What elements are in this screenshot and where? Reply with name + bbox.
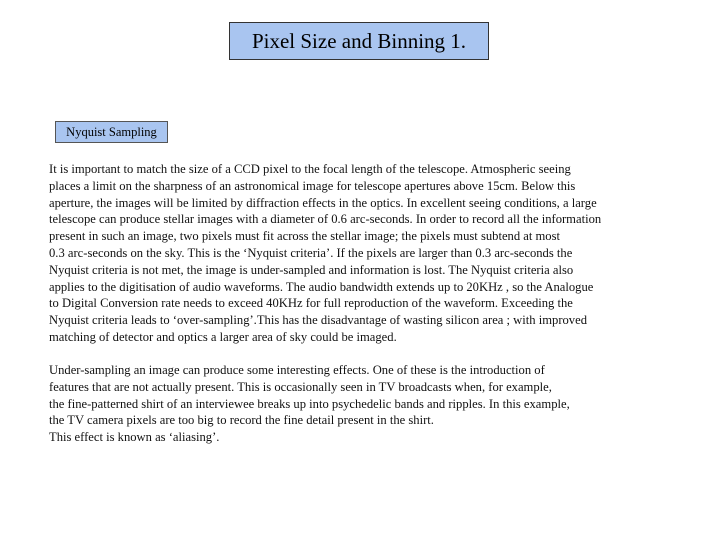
paragraph-line: Nyquist criteria is not met, the image is under-sampled and information is lost. The Nyquist criteria also xyxy=(49,262,574,277)
paragraph-line: the TV camera pixels are too big to record the fine detail present in the shirt. xyxy=(49,413,434,428)
paragraph-nyquist xyxy=(49,161,689,346)
paragraph-line: matching of detector and optics a larger area of sky could be imaged. xyxy=(49,329,397,344)
paragraph-line: applies to the digitisation of audio waveforms. The audio bandwidth extends up to 20KHz , so the Analogue xyxy=(49,279,594,294)
section-label-box xyxy=(55,121,168,143)
paragraph-line: 0.3 arc-seconds on the sky. This is the ‘Nyquist criteria’. If the pixels are larger than 0.3 arc-seconds the xyxy=(49,245,573,260)
paragraph-line: This effect is known as ‘aliasing’. xyxy=(49,430,220,445)
paragraph-line: to Digital Conversion rate needs to exceed 40KHz for full reproduction of the waveform. Exceeding the xyxy=(49,296,573,311)
section-label: Nyquist Sampling xyxy=(66,124,157,139)
paragraph-line: Nyquist criteria leads to ‘over-sampling’.This has the disadvantage of wasting silicon area ; with improved xyxy=(49,313,587,328)
paragraph-line: Under-sampling an image can produce some interesting effects. One of these is the introduction of xyxy=(49,363,545,377)
paragraph-line: places a limit on the sharpness of an astronomical image for telescope apertures above 15cm. Below this xyxy=(49,178,576,193)
paragraph-line: the fine-patterned shirt of an interviewee breaks up into psychedelic bands and ripples. In this example, xyxy=(49,396,570,411)
slide-title: Pixel Size and Binning 1. xyxy=(251,28,467,53)
paragraph-line: It is important to match the size of a CCD pixel to the focal length of the telescope. Atmospheric seeing xyxy=(49,162,571,176)
paragraph-aliasing xyxy=(49,362,689,446)
slide-title-box xyxy=(229,22,489,60)
paragraph-line: aperture, the images will be limited by diffraction effects in the optics. In excellent seeing conditions, a large xyxy=(49,195,597,210)
paragraph-line: telescope can produce stellar images with a diameter of 0.6 arc-seconds. In order to record all the information xyxy=(49,212,602,227)
paragraph-line: present in such an image, two pixels must fit across the stellar image; the pixels must subtend at most xyxy=(49,229,560,244)
paragraph-line: features that are not actually present. This is occasionally seen in TV broadcasts when, for example, xyxy=(49,379,552,394)
